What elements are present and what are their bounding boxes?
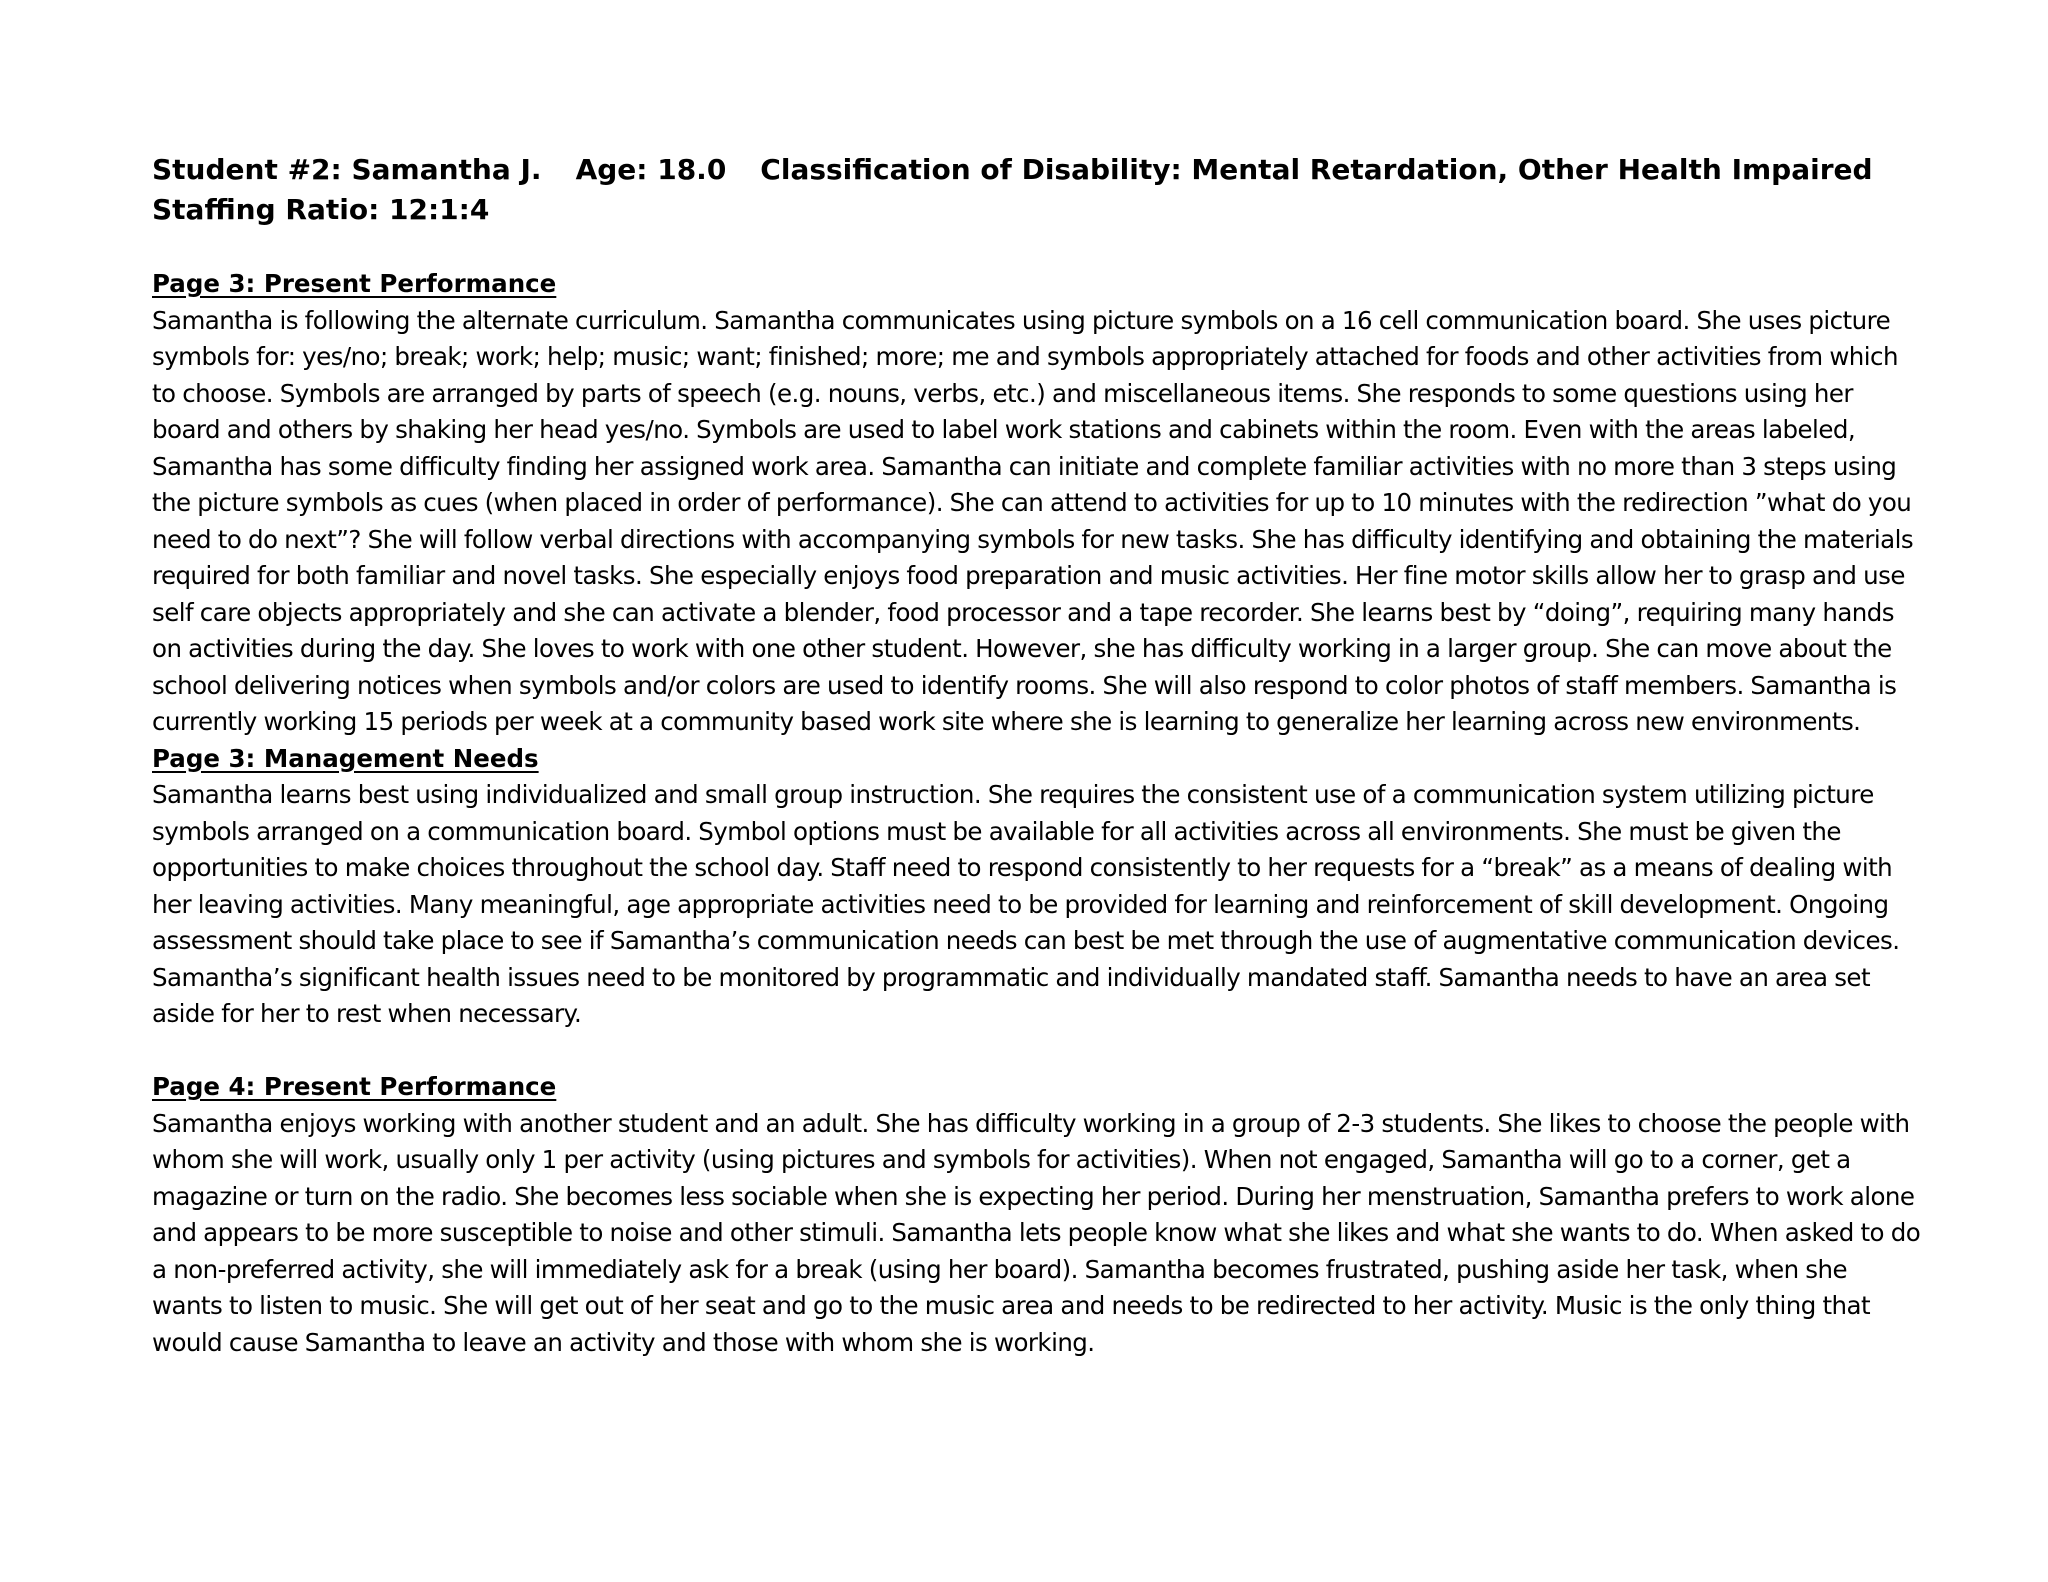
section-page3-management-needs (152, 741, 1922, 1033)
section-body: Samantha learns best using individualized and small group instruction. She requires the consistent use of a communication system utilizing picture symbols arranged on a communication board. Symbol options must be available for all activities across all environments. She must be given the opportunities to make choices throughout the school day. Staff need to respond consistently to her requests for a “break” as a means of dealing with her leaving activities. Many meaningful, age appropriate activities need to be provided for learning and reinforcement of skill development. Ongoing assessment should take place to see if Samantha’s communication needs can best be met through the use of augmentative communication devices. Samantha’s significant health issues need to be monitored by programmatic and individually mandated staff. Samantha needs to have an area set aside for her to rest when necessary. (152, 780, 1900, 1028)
section-page4-present-performance (152, 1069, 1922, 1361)
document-page (152, 150, 1922, 1361)
section-body: Samantha enjoys working with another student and an adult. She has difficulty working in a group of 2-3 students. She likes to choose the people with whom she will work, usually only 1 per activity (using pictures and symbols for activities). When not engaged, Samantha will go to a corner, get a magazine or turn on the radio. She becomes less sociable when she is expecting her period. During her menstruation, Samantha prefers to work alone and appears to be more susceptible to noise and other stimuli. Samantha lets people know what she likes and what she wants to do. When asked to do a non-preferred activity, she will immediately ask for a break (using her board). Samantha becomes frustrated, pushing aside her task, when she wants to listen to music. She will get out of her seat and go to the music area and needs to be redirected to her activity. Music is the only thing that would cause Samantha to leave an activity and those with whom she is working. (152, 1108, 1921, 1357)
section-page3-present-performance (152, 266, 1922, 741)
staffing-ratio: Staffing Ratio: 12:1:4 (152, 193, 490, 226)
spacer (152, 230, 1922, 266)
section-body: Samantha is following the alternate curriculum. Samantha communicates using picture symbols on a 16 cell communication board. She uses picture symbols for: yes/no; break; work; help; music; want; finished; more; me and symbols appropriately attached for foods and other activities from which to choose. Symbols are arranged by parts of speech (e.g. nouns, verbs, etc.) and miscellaneous items. She responds to some questions using her board and others by shaking her head yes/no. Symbols are used to label work stations and cabinets within the room. Even with the areas labeled, Samantha has some difficulty finding her assigned work area. Samantha can initiate and complete familiar activities with no more than 3 steps using the picture symbols as cues (when placed in order of performance). She can attend to activities for up to 10 minutes with the redirection ”what do you need to do next”? She will follow verbal directions with accompanying symbols for new tasks. She has difficulty identifying and obtaining the materials required for both familiar and novel tasks. She especially enjoys food preparation and music activities. Her fine motor skills allow her to grasp and use self care objects appropriately and she can activate a blender, food processor and a tape recorder. She learns best by “doing”, requiring many hands on activities during the day. She loves to work with one other student. However, she has difficulty working in a larger group. She can move about the school delivering notices when symbols and/or colors are used to identify rooms. She will also respond to color photos of staff members. Samantha is currently working 15 periods per week at a community based work site where she is learning to generalize her learning across new environments. (152, 305, 1914, 736)
spacer (152, 1033, 1922, 1070)
section-title: Page 3: Present Performance (152, 269, 557, 298)
section-title: Page 4: Present Performance (152, 1072, 557, 1101)
student-header-line (152, 150, 1922, 190)
disability-classification: Classification of Disability: Mental Retardation, Other Health Impaired (760, 153, 1873, 186)
staffing-ratio-line (152, 190, 1922, 230)
section-title: Page 3: Management Needs (152, 743, 539, 773)
student-name: Student #2: Samantha J. (152, 153, 542, 186)
student-age: Age: 18.0 (575, 153, 727, 186)
